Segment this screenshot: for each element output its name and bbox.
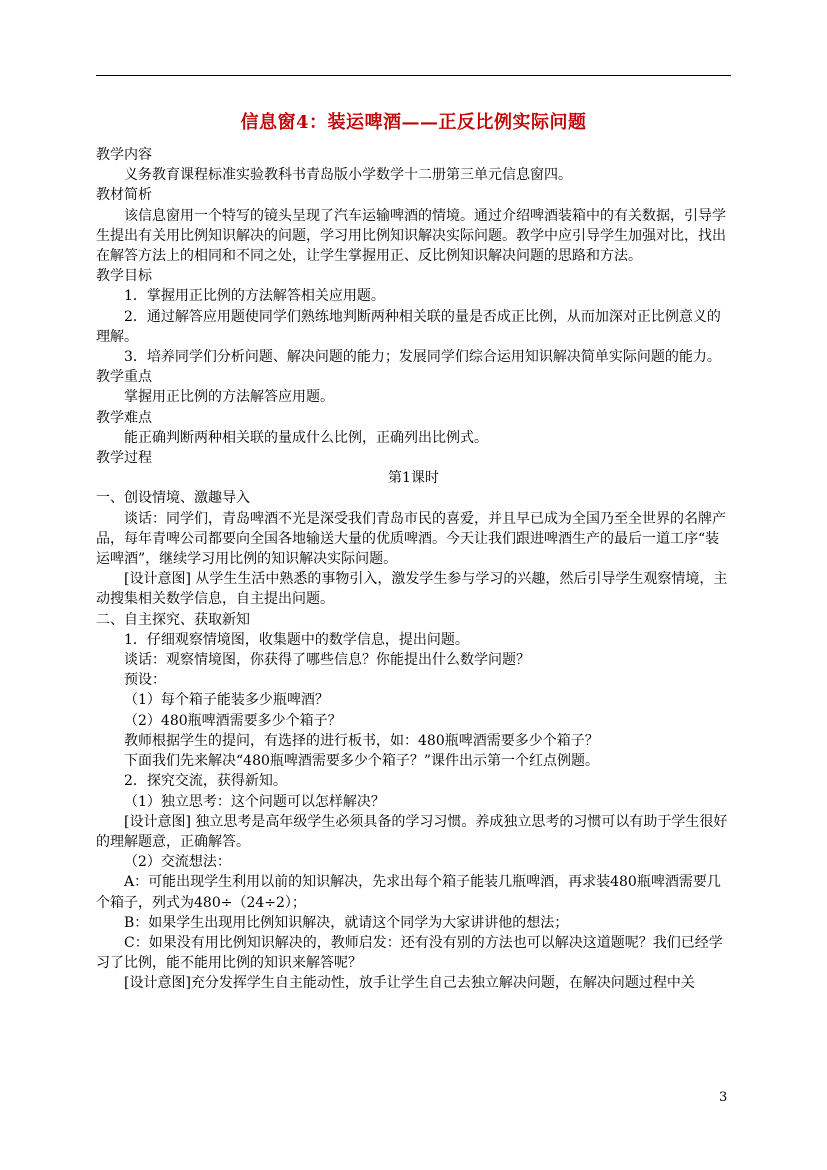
paragraph: 1．掌握用正比例的方法解答相关应用题。 <box>124 288 385 305</box>
paragraph: [设计意图]充分发挥学生自主能动性，放手让学生自己去独立解决问题，在解决问题过程中关 <box>124 975 695 992</box>
paragraph: 谈话：观察情境图，你获得了哪些信息？你能提出什么数学问题？ <box>124 652 530 669</box>
paragraph: 一、创设情境、激趣导入 <box>96 490 250 507</box>
paragraph: A：可能出现学生利用以前的知识解决，先求出每个箱子能装几瓶啤酒，再求装480瓶啤酒需要几个箱子，列式为480÷（24÷2）； <box>96 874 721 911</box>
paragraph: C：如果没有用比例知识解决的，教师启发：还有没有别的方法也可以解决这道题呢？我们已经学习了比例，能不能用比例的知识来解答呢？ <box>96 934 723 972</box>
paragraph: 教材简析 <box>96 187 152 204</box>
paragraph: （1）独立思考：这个问题可以怎样解决？ <box>124 793 385 810</box>
paragraph: （1）每个箱子能装多少瓶啤酒？ <box>124 692 329 709</box>
document-body <box>96 145 731 994</box>
paragraph: 第1课时 <box>388 470 439 487</box>
paragraph: 二、自主探究、获取新知 <box>96 611 250 628</box>
paragraph: 掌握用正比例的方法解答应用题。 <box>124 389 334 406</box>
paragraph: [设计意图] 独立思考是高年级学生必须具备的学习习惯。养成独立思考的习惯可以有助于学生很好的理解题意，正确解答。 <box>96 813 728 850</box>
page-number: 3 <box>719 1090 728 1105</box>
paragraph: 3．培养同学们分析问题、解决问题的能力；发展同学们综合运用知识解决简单实际问题的能力。 <box>124 349 721 366</box>
paragraph: [设计意图] 从学生生活中熟悉的事物引入，激发学生参与学习的兴趣，然后引导学生观察情境，主动搜集相关数学信息，自主提出问题。 <box>96 571 728 608</box>
paragraph: 教学重点 <box>96 369 152 386</box>
paragraph: 能正确判断两种相关联的量成什么比例，正确列出比例式。 <box>124 429 488 446</box>
paragraph: （2）交流想法： <box>124 854 231 871</box>
paragraph: 教学过程 <box>96 450 152 467</box>
paragraph: B：如果学生出现用比例知识解决，就请这个同学为大家讲讲他的想法； <box>124 914 569 931</box>
paragraph: 1．仔细观察情境图，收集题中的数学信息，提出问题。 <box>124 631 469 648</box>
paragraph: 教学难点 <box>96 409 152 426</box>
paragraph: 该信息窗用一个特写的镜头呈现了汽车运输啤酒的情境。通过介绍啤酒装箱中的有关数据，引导学生提出有关用比例知识解决的问题，学习用比例知识解决实际问题。教学中应引导学生加强对比，找出在解答方法上的相同和不同之处，让学生掌握用正、反比例知识解决问题的思路和方法。 <box>96 207 726 265</box>
paragraph: 义务教育课程标准实验教科书青岛版小学数学十二册第三单元信息窗四。 <box>124 167 572 184</box>
paragraph: 教学内容 <box>96 147 152 163</box>
paragraph: 教师根据学生的提问，有选择的进行板书，如：480瓶啤酒需要多少个箱子？ <box>124 732 599 749</box>
paragraph: 谈话：同学们，青岛啤酒不光是深受我们青岛市民的喜爱，并且早已成为全国乃至全世界的名牌产品，每年青啤公司都要向全国各地输送大量的优质啤酒。今天让我们跟进啤酒生产的最后一道工序“装运啤酒”，继续学习用比例的知识解决实际问题。 <box>96 510 726 568</box>
paragraph: 2．通过解答应用题使同学们熟练地判断两种相关联的量是否成正比例，从而加深对正比例意义的理解。 <box>96 308 721 345</box>
paragraph: 预设： <box>124 672 166 689</box>
header-rule <box>96 75 731 76</box>
paragraph: 教学目标 <box>96 268 152 285</box>
page-title: 信息窗4：装运啤酒——正反比例实际问题 <box>240 112 587 133</box>
paragraph: （2）480瓶啤酒需要多少个箱子？ <box>124 712 342 729</box>
paragraph: 2．探究交流，获得新知。 <box>124 773 287 790</box>
paragraph: 下面我们先来解决“480瓶啤酒需要多少个箱子？”课件出示第一个红点例题。 <box>124 753 600 770</box>
